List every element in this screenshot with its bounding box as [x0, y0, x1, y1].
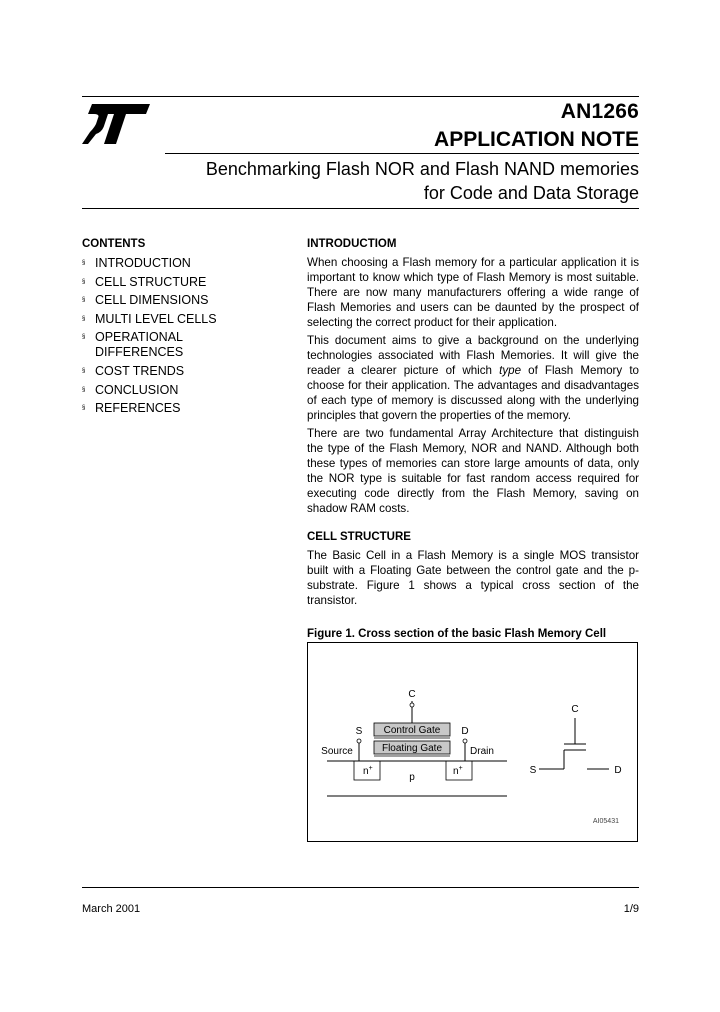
cell-structure-body	[307, 548, 639, 611]
contents-item[interactable]: § MULTI LEVEL CELLS	[82, 311, 217, 326]
bullet-icon: §	[82, 334, 86, 341]
control-gate-label: Control Gate	[383, 725, 441, 736]
p-substrate-label: p	[409, 772, 415, 783]
bullet-icon: §	[82, 315, 86, 322]
floating-gate-label: Floating Gate	[381, 743, 443, 754]
document-type: APPLICATION NOTE	[434, 128, 639, 151]
symbol-label-c: C	[571, 704, 579, 715]
label-d: D	[461, 726, 469, 737]
contents-item[interactable]: § INTRODUCTION	[82, 256, 191, 270]
bullet-icon: §	[82, 405, 86, 412]
bullet-icon: §	[82, 297, 86, 304]
intro-paragraph-3: There are two fundamental Array Architecture that distinguish the type of the Flash Memory, NOR and NAND. Although both these types of memories can store large amounts of data, only the NOR type is suitable for fast random access required for executing code directly from the Flash Memory, saving on shadow RAM costs.	[307, 427, 639, 515]
bullet-icon: §	[82, 278, 86, 285]
footer-page-number: 1/9	[623, 903, 639, 915]
introduction-body	[307, 255, 639, 519]
footer-date: March 2001	[82, 903, 141, 915]
label-s: S	[355, 726, 363, 737]
figure-frame	[307, 642, 638, 842]
label-source: Source	[321, 746, 353, 757]
figure-ref-code: AI05431	[592, 818, 619, 825]
contents-item[interactable]: § CELL DIMENSIONS	[82, 293, 209, 308]
subtitle-line-2: for Code and Data Storage	[423, 183, 639, 203]
contents-list	[82, 256, 282, 420]
bullet-icon: §	[82, 260, 86, 266]
bullet-icon: §	[82, 367, 86, 374]
contents-item[interactable]: § OPERATIONAL DIFFERENCES	[82, 330, 184, 360]
header-bottom-rule	[82, 208, 639, 209]
figure-caption: Figure 1. Cross section of the basic Flash Memory Cell	[307, 628, 607, 640]
symbol-label-s: S	[529, 765, 537, 776]
label-drain: Drain	[470, 746, 494, 757]
label-c: C	[408, 689, 416, 700]
contents-item[interactable]: § CONCLUSION	[82, 382, 179, 397]
drain-n-label: n+	[453, 765, 463, 777]
cell-structure-heading: CELL STRUCTURE	[307, 531, 411, 543]
contents-item[interactable]: § CELL STRUCTURE	[82, 274, 207, 289]
introduction-heading: INTRODUCTIOM	[307, 238, 397, 250]
contents-title: CONTENTS	[82, 238, 146, 250]
flash-cell-diagram	[307, 642, 638, 842]
contents-item[interactable]: § REFERENCES	[82, 401, 181, 416]
contents-item[interactable]: § COST TRENDS	[82, 363, 185, 378]
subtitle-line-1: Benchmarking Flash NOR and Flash NAND memories	[205, 159, 639, 179]
header-top-rule	[82, 96, 639, 97]
footer-rule	[82, 887, 639, 888]
cell-structure-paragraph: The Basic Cell in a Flash Memory is a single MOS transistor built with a Floating Gate between the control gate and the p-substrate. Figure 1 shows a typical cross section of the transistor.	[307, 549, 639, 607]
st-logo-icon	[82, 102, 152, 146]
intro-paragraph-2: This document aims to give a background on the underlying technologies associated with Flash Memories. It will give the reader a clearer picture of which type of Flash Memory to choose for their application. The advantages and disadvantages of each type of memory is discussed along with the underlying principles that govern the properties of the memory.	[307, 334, 639, 422]
title-rule	[165, 153, 639, 154]
bullet-icon: §	[82, 386, 86, 393]
intro-paragraph-1: When choosing a Flash memory for a particular application it is important to know which type of Flash Memory is most suitable. There are now many manufacturers offering a wide range of Flash Memories and users can be daunted by the prospect of selecting the correct product for their application.	[307, 256, 639, 329]
symbol-label-d: D	[614, 765, 622, 776]
document-subtitle	[119, 157, 639, 205]
source-n-label: n+	[363, 765, 373, 777]
document-number: AN1266	[560, 100, 639, 123]
